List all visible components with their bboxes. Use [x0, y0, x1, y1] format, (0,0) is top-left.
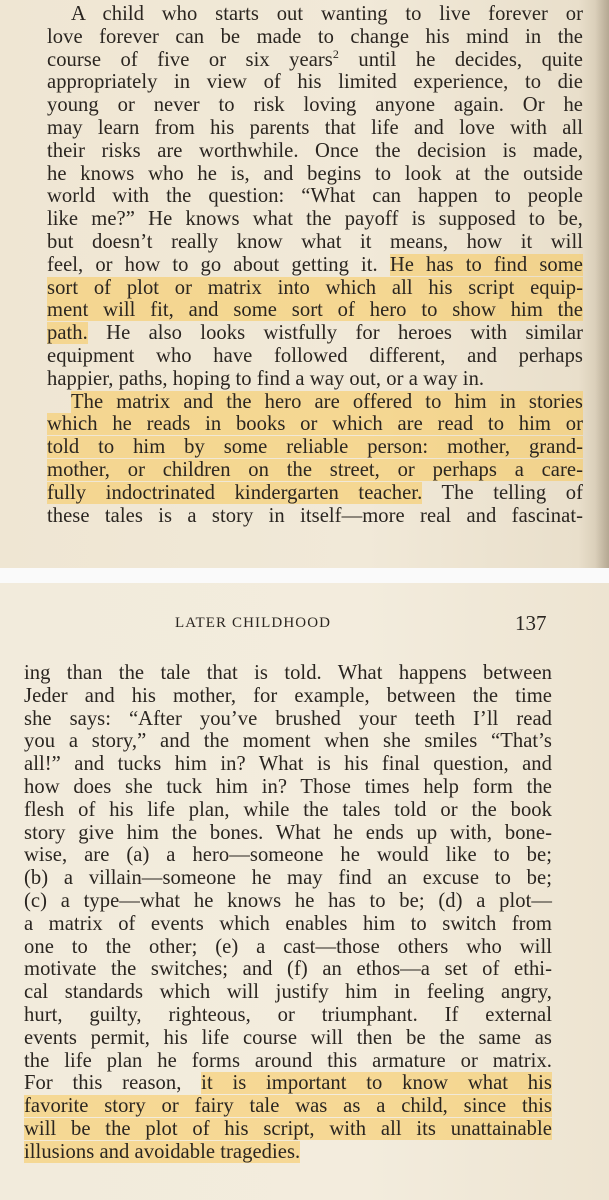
text-line: she says: “After you’ve brushed your teeth I’ll read — [24, 707, 552, 730]
text-line — [47, 459, 583, 482]
text-line — [24, 1095, 552, 1118]
page-edge-shadow — [595, 0, 609, 568]
text-line: the life plan he forms around this armature or matrix. — [24, 1049, 552, 1072]
text-line: world with the question: “What can happen to people — [47, 185, 583, 208]
text-line: may learn from his parents that life and love with all — [47, 116, 583, 139]
top-book-page — [0, 0, 609, 568]
text-line: how does she tuck him in? Those times help form the — [24, 775, 552, 798]
text-line: (b) a villain—someone he may find an excuse to be; — [24, 867, 552, 890]
text-line — [47, 322, 583, 345]
text-line: flesh of his life plan, while the tales told or the book — [24, 798, 552, 821]
text-line: you a story,” and the moment when she smiles “That’s — [24, 730, 552, 753]
page-separator — [0, 568, 609, 583]
highlighted-text: mother, or children on the street, or perhaps a care- — [47, 458, 583, 481]
highlighted-text: told to him by some reliable person: mother, grand- — [47, 436, 583, 459]
text-line: young or never to risk loving anyone again. Or he — [47, 94, 583, 117]
top-page-body — [47, 3, 583, 527]
text-line: wise, are (a) a hero—someone he would like to be; — [24, 844, 552, 867]
text-line: but doesn’t really know what it means, how it will — [47, 230, 583, 253]
footnote-marker: 2 — [332, 46, 339, 61]
text-line: all!” and tucks him in? What is his final question, and — [24, 753, 552, 776]
text-line: motivate the switches; and (f) an ethos—a set of ethi- — [24, 958, 552, 981]
text-line — [47, 299, 583, 322]
text-line — [24, 1072, 552, 1095]
text-line: ing than the tale that is told. What happens between — [24, 662, 552, 684]
text-line: their risks are worthwhile. Once the decision is made, — [47, 139, 583, 162]
text-line: hurt, guilty, righteous, or triumphant. If external — [24, 1003, 552, 1026]
text-line: a matrix of events which enables him to switch from — [24, 912, 552, 935]
text-line — [47, 413, 583, 436]
text-fragment: course of five or six years — [47, 48, 333, 71]
text-line — [24, 1141, 552, 1164]
text-fragment: feel, or how to go about getting it. — [47, 253, 390, 276]
highlighted-text: will be the plot of his script, with all its unattainable — [24, 1117, 552, 1140]
text-line: events permit, his life course will then be the same as — [24, 1026, 552, 1049]
highlighted-text: illusions and avoidable tragedies. — [24, 1140, 301, 1163]
running-head: LATER CHILDHOOD — [175, 615, 332, 631]
text-fragment: The telling of — [422, 481, 583, 504]
text-line — [47, 46, 583, 72]
text-line: these tales is a story in itself—more real and fascinat- — [47, 504, 583, 527]
highlighted-text: path. — [47, 322, 88, 345]
text-line — [47, 254, 583, 277]
text-line: like me?” He knows what the payoff is supposed to be, — [47, 208, 583, 231]
text-line — [47, 391, 583, 414]
text-line: appropriately in view of his limited experience, to die — [47, 71, 583, 94]
highlighted-text: The matrix and the hero are offered to him in stories — [71, 390, 583, 413]
text-line: happier, paths, hoping to find a way out, or a way in. — [47, 367, 485, 390]
highlighted-text: favorite story or fairy tale was as a child, since this — [24, 1095, 552, 1118]
text-line — [47, 277, 583, 300]
highlighted-text: He has to find some — [389, 253, 583, 276]
text-line: (c) a type—what he knows he has to be; (d) a plot— — [24, 889, 552, 912]
text-line: cal standards which will justify him in feeling angry, — [24, 981, 552, 1004]
text-line: Jeder and his mother, for example, between the time — [24, 684, 552, 707]
text-line — [47, 436, 583, 459]
text-line: love forever can be made to change his mind in the — [47, 25, 583, 48]
text-line — [47, 482, 583, 505]
text-line: equipment who have followed different, and perhaps — [47, 344, 583, 367]
highlighted-text: ment will fit, and some sort of hero to show him the — [47, 299, 583, 322]
bottom-page-body — [24, 662, 552, 1164]
text-fragment: He also looks wistfully for heroes with similar — [87, 322, 583, 345]
highlighted-text: which he reads in books or which are read to him or — [47, 413, 583, 436]
text-line: story give him the bones. What he ends up with, bone- — [24, 821, 552, 844]
text-line: one to the other; (e) a cast—those others who will — [24, 935, 552, 958]
text-fragment: For this reason, — [24, 1072, 202, 1095]
bottom-book-page — [0, 583, 609, 1200]
highlighted-text: it is important to know what his — [201, 1072, 552, 1095]
text-line: he knows who he is, and begins to look at the outside — [47, 162, 583, 185]
page-number: 137 — [515, 611, 547, 635]
highlighted-text: fully indoctrinated kindergarten teacher. — [47, 481, 423, 504]
text-fragment: until he decides, quite — [358, 48, 583, 71]
text-line — [24, 1118, 552, 1141]
highlighted-text: sort of plot or matrix into which all his script equip- — [47, 276, 583, 299]
text-line: A child who starts out wanting to live forever or — [71, 3, 583, 25]
